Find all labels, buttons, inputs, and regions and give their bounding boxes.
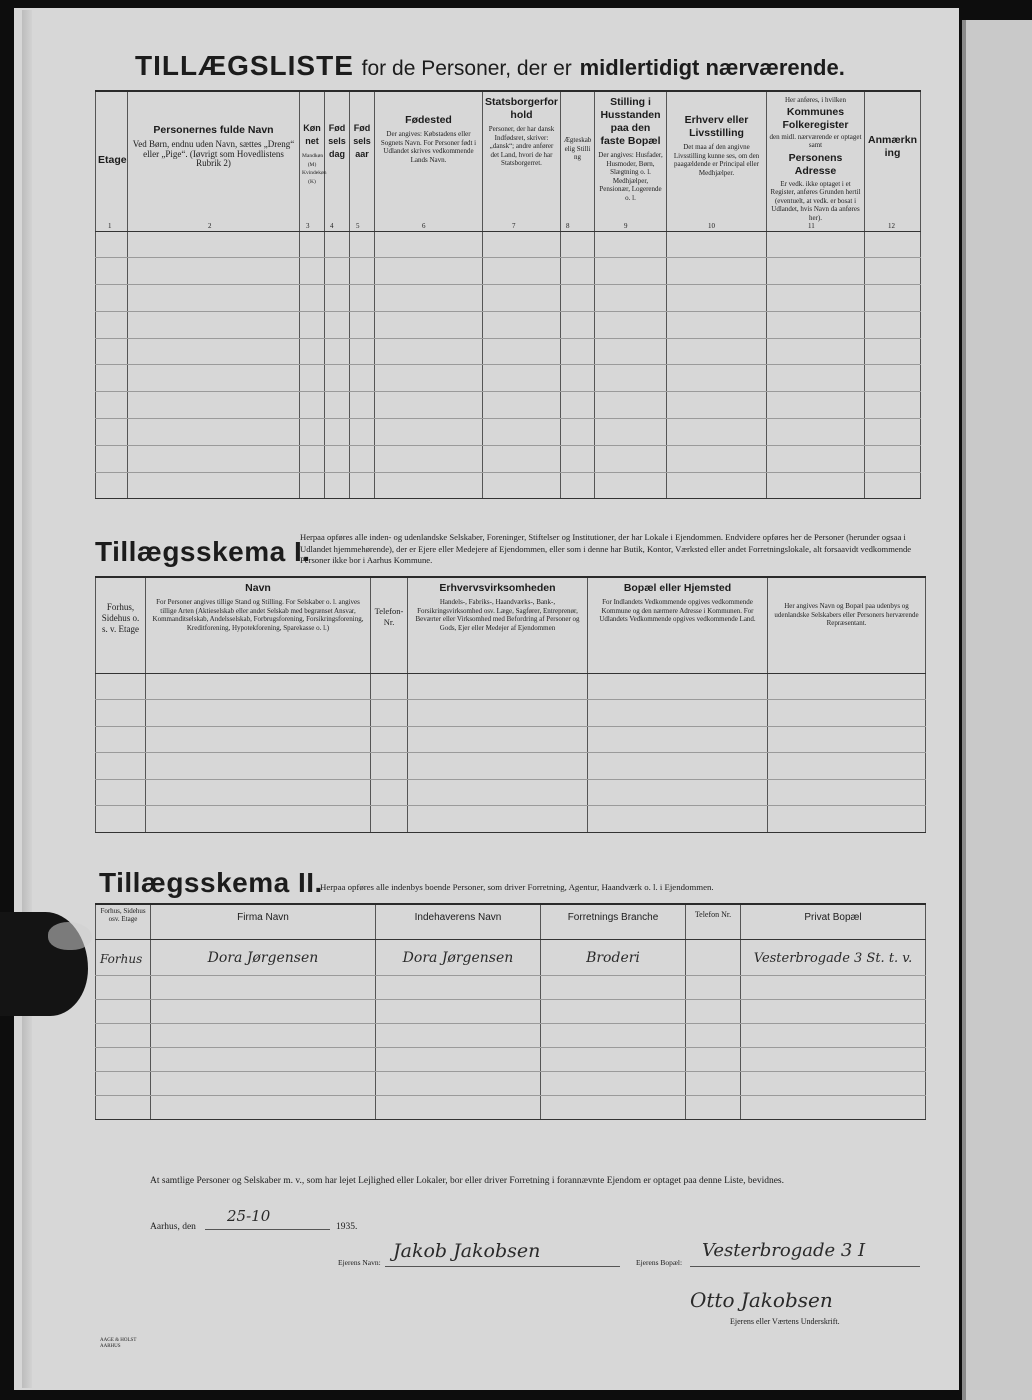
skema1-title: Tillægsskema I. bbox=[95, 536, 311, 567]
s1-blank-cell[interactable] bbox=[146, 673, 371, 700]
s2-blank-cell[interactable] bbox=[741, 1023, 926, 1047]
tl-blank-cell[interactable] bbox=[300, 285, 325, 312]
tl-blank-cell[interactable] bbox=[300, 392, 325, 419]
tl-blank-cell[interactable] bbox=[375, 365, 483, 392]
num-7: 7 bbox=[512, 222, 516, 230]
s1-blank-cell[interactable] bbox=[146, 806, 371, 833]
s1-blank-cell[interactable] bbox=[408, 673, 588, 700]
s2-blank-cell[interactable] bbox=[151, 1047, 376, 1071]
tl-blank-cell[interactable] bbox=[767, 392, 865, 419]
s2-blank-cell[interactable] bbox=[741, 1095, 926, 1119]
tl-blank-cell[interactable] bbox=[128, 338, 300, 365]
owner-name-label: Ejerens Navn: bbox=[338, 1258, 381, 1267]
tl-blank-cell[interactable] bbox=[325, 258, 350, 285]
col-anmaerkning: Anmærkning bbox=[865, 91, 921, 231]
tl-blank-cell[interactable] bbox=[483, 445, 561, 472]
s2-col-telefon: Telefon Nr. bbox=[686, 904, 741, 939]
tl-blank-cell[interactable] bbox=[865, 285, 921, 312]
signature-hand: Otto Jakobsen bbox=[690, 1288, 833, 1312]
tl-blank-cell[interactable] bbox=[865, 338, 921, 365]
tl-blank-cell[interactable] bbox=[483, 231, 561, 258]
s2-blank-cell[interactable] bbox=[541, 1095, 686, 1119]
tl-blank-cell[interactable] bbox=[667, 231, 767, 258]
tl-blank-cell[interactable] bbox=[128, 419, 300, 446]
s2-col-etage: Forhus, Sidehus osv. Etage bbox=[96, 904, 151, 939]
tl-blank-cell[interactable] bbox=[96, 231, 128, 258]
owner-name-hand: Jakob Jakobsen bbox=[393, 1240, 541, 1262]
signature bbox=[690, 1288, 833, 1312]
s1-blank-cell[interactable] bbox=[96, 700, 146, 727]
tl-blank-cell[interactable] bbox=[325, 365, 350, 392]
s2-blank-cell[interactable] bbox=[96, 975, 151, 999]
tl-blank-row bbox=[96, 365, 921, 392]
tl-blank-cell[interactable] bbox=[96, 419, 128, 446]
tl-blank-cell[interactable] bbox=[865, 365, 921, 392]
tl-blank-cell[interactable] bbox=[325, 338, 350, 365]
tl-blank-cell[interactable] bbox=[561, 445, 595, 472]
tl-blank-cell[interactable] bbox=[350, 419, 375, 446]
tl-blank-cell[interactable] bbox=[375, 338, 483, 365]
tl-blank-cell[interactable] bbox=[375, 231, 483, 258]
tl-blank-cell[interactable] bbox=[300, 311, 325, 338]
tl-blank-cell[interactable] bbox=[128, 445, 300, 472]
tl-blank-cell[interactable] bbox=[561, 285, 595, 312]
s1-blank-cell[interactable] bbox=[371, 700, 408, 727]
tl-blank-cell[interactable] bbox=[375, 392, 483, 419]
tl-blank-cell[interactable] bbox=[300, 365, 325, 392]
s2-entry-row bbox=[96, 939, 926, 975]
skema2-table bbox=[95, 903, 926, 1120]
tl-blank-cell[interactable] bbox=[128, 365, 300, 392]
s2-blank-cell[interactable] bbox=[96, 999, 151, 1023]
s2-blank-cell[interactable] bbox=[686, 1023, 741, 1047]
s2-blank-cell[interactable] bbox=[741, 999, 926, 1023]
column-numbers bbox=[100, 222, 920, 232]
col-husstand: Stilling i Husstanden paa den faste Bopæl Der angives: Husfader, Husmoder, Børn, Slægtning o. l. Medhjælper, Pensionær, Logerende o. l. bbox=[595, 91, 667, 231]
s2-blank-row bbox=[96, 975, 926, 999]
s1-blank-cell[interactable] bbox=[371, 726, 408, 753]
s1-blank-cell[interactable] bbox=[408, 700, 588, 727]
tl-blank-row bbox=[96, 311, 921, 338]
tl-blank-cell[interactable] bbox=[96, 311, 128, 338]
tl-blank-cell[interactable] bbox=[595, 258, 667, 285]
tl-blank-cell[interactable] bbox=[483, 285, 561, 312]
owner-address-label: Ejerens Bopæl: bbox=[636, 1258, 683, 1267]
tl-blank-cell[interactable] bbox=[561, 311, 595, 338]
tl-blank-cell[interactable] bbox=[595, 445, 667, 472]
s2-blank-cell[interactable] bbox=[376, 1047, 541, 1071]
tl-blank-cell[interactable] bbox=[300, 338, 325, 365]
tl-blank-cell[interactable] bbox=[350, 258, 375, 285]
s2-blank-cell[interactable] bbox=[741, 1071, 926, 1095]
s1-blank-cell[interactable] bbox=[96, 753, 146, 780]
s2-blank-cell[interactable] bbox=[151, 975, 376, 999]
s1-blank-row bbox=[96, 779, 926, 806]
tl-blank-row bbox=[96, 392, 921, 419]
tl-blank-cell[interactable] bbox=[300, 445, 325, 472]
tl-blank-cell[interactable] bbox=[667, 285, 767, 312]
tl-blank-cell[interactable] bbox=[561, 419, 595, 446]
tl-blank-cell[interactable] bbox=[300, 472, 325, 499]
num-2: 2 bbox=[208, 222, 212, 230]
s1-blank-cell[interactable] bbox=[588, 753, 768, 780]
col-foedested: Fødested Der angives: Købstadens eller Sognets Navn. For Personer født i Udlandet skrives vedkommende Lands Navn. bbox=[375, 91, 483, 231]
tl-blank-cell[interactable] bbox=[595, 365, 667, 392]
date-hand: 25-10 bbox=[227, 1207, 271, 1225]
tl-blank-cell[interactable] bbox=[595, 338, 667, 365]
s2-blank-cell[interactable] bbox=[96, 1023, 151, 1047]
tl-blank-row bbox=[96, 419, 921, 446]
s2-blank-cell[interactable] bbox=[541, 975, 686, 999]
s1-blank-cell[interactable] bbox=[371, 753, 408, 780]
tl-blank-cell[interactable] bbox=[350, 392, 375, 419]
tl-blank-cell[interactable] bbox=[667, 472, 767, 499]
tl-blank-cell[interactable] bbox=[667, 365, 767, 392]
s1-col-erhverv: Erhvervsvirksomheden Handels-, Fabriks-, Haandværks-, Bank-, Forsikringsvirksomhed osv. Læge, Sagfører, Entreprenør, Beværter eller Virksomhed med Befordring af Personer og Gods, Ejer eller Medejer af Ejendommen bbox=[408, 577, 588, 673]
tl-blank-cell[interactable] bbox=[865, 258, 921, 285]
s2-blank-cell[interactable] bbox=[151, 999, 376, 1023]
tl-blank-cell[interactable] bbox=[767, 445, 865, 472]
skema2-title: Tillægsskema II. bbox=[99, 867, 323, 898]
tl-blank-cell[interactable] bbox=[350, 338, 375, 365]
tl-blank-cell[interactable] bbox=[483, 365, 561, 392]
facing-page bbox=[962, 20, 1032, 1400]
col-statsborger: Statsborgerforhold Personer, der har dansk Indfødsret, skriver: „dansk“; andre anfører det Land, hvori de har Statsborgerret. bbox=[483, 91, 561, 231]
tl-blank-cell[interactable] bbox=[561, 231, 595, 258]
s2-blank-cell[interactable] bbox=[151, 1071, 376, 1095]
s1-blank-cell[interactable] bbox=[96, 806, 146, 833]
s2-blank-row bbox=[96, 1023, 926, 1047]
s1-blank-cell[interactable] bbox=[408, 726, 588, 753]
s1-blank-cell[interactable] bbox=[96, 779, 146, 806]
s2-blank-cell[interactable] bbox=[96, 1095, 151, 1119]
num-10: 10 bbox=[708, 222, 715, 230]
tl-blank-cell[interactable] bbox=[595, 472, 667, 499]
s2-col-firma: Firma Navn bbox=[151, 904, 376, 939]
footer-place: Aarhus, den bbox=[150, 1222, 196, 1232]
tl-blank-cell[interactable] bbox=[865, 472, 921, 499]
tl-blank-cell[interactable] bbox=[865, 392, 921, 419]
tillaegsliste-table bbox=[95, 90, 921, 499]
s1-col-bopael: Bopæl eller Hjemsted For Indlandets Vedkommende opgives vedkommende Kommune og den nærmere Adresse i Kommunen. For Udlandets Vedkommende opgives vedkommende Land. bbox=[588, 577, 768, 673]
tl-blank-cell[interactable] bbox=[667, 445, 767, 472]
title-mid: for de Personer, der er bbox=[361, 57, 572, 80]
tl-blank-cell[interactable] bbox=[96, 365, 128, 392]
s2-col-branche: Forretnings Branche bbox=[541, 904, 686, 939]
tl-blank-cell[interactable] bbox=[325, 472, 350, 499]
s2-blank-cell[interactable] bbox=[741, 975, 926, 999]
skema1-table bbox=[95, 576, 926, 833]
col-aegteskab: Ægteskabelig Stilling bbox=[561, 91, 595, 231]
s2-blank-cell[interactable] bbox=[541, 999, 686, 1023]
title-end: midlertidigt nærværende. bbox=[579, 55, 845, 80]
s1-blank-cell[interactable] bbox=[588, 700, 768, 727]
s2-blank-cell[interactable] bbox=[686, 1047, 741, 1071]
s2-blank-cell[interactable] bbox=[686, 1095, 741, 1119]
s1-blank-cell[interactable] bbox=[96, 673, 146, 700]
tl-blank-cell[interactable] bbox=[325, 311, 350, 338]
tl-blank-cell[interactable] bbox=[300, 258, 325, 285]
s2-blank-cell[interactable] bbox=[541, 1047, 686, 1071]
tl-blank-cell[interactable] bbox=[865, 419, 921, 446]
signature-label: Ejerens eller Værtens Underskrift. bbox=[730, 1317, 840, 1326]
s2-blank-cell[interactable] bbox=[686, 999, 741, 1023]
tl-blank-cell[interactable] bbox=[561, 472, 595, 499]
col-foedselsdag: Fødselsdag bbox=[325, 91, 350, 231]
tl-blank-cell[interactable] bbox=[300, 231, 325, 258]
tl-blank-cell[interactable] bbox=[128, 472, 300, 499]
tl-blank-cell[interactable] bbox=[767, 311, 865, 338]
tl-blank-cell[interactable] bbox=[375, 258, 483, 285]
tl-blank-cell[interactable] bbox=[595, 231, 667, 258]
tl-blank-cell[interactable] bbox=[595, 419, 667, 446]
tl-blank-cell[interactable] bbox=[865, 445, 921, 472]
thumb-nail bbox=[48, 922, 92, 950]
s1-col-telefon: Telefon-Nr. bbox=[371, 577, 408, 673]
s2-entry-branche: Broderi bbox=[586, 949, 640, 966]
tl-blank-cell[interactable] bbox=[128, 285, 300, 312]
num-4: 4 bbox=[330, 222, 334, 230]
s1-blank-cell[interactable] bbox=[588, 673, 768, 700]
tl-blank-cell[interactable] bbox=[325, 445, 350, 472]
s1-blank-row bbox=[96, 673, 926, 700]
tl-blank-cell[interactable] bbox=[767, 419, 865, 446]
owner-name-line bbox=[385, 1240, 620, 1267]
s2-blank-row bbox=[96, 1095, 926, 1119]
s2-blank-cell[interactable] bbox=[541, 1023, 686, 1047]
s2-blank-row bbox=[96, 1071, 926, 1095]
s2-col-indehaver: Indehaverens Navn bbox=[376, 904, 541, 939]
s1-blank-cell[interactable] bbox=[146, 700, 371, 727]
tl-blank-cell[interactable] bbox=[667, 392, 767, 419]
s1-blank-row bbox=[96, 726, 926, 753]
s2-blank-cell[interactable] bbox=[376, 999, 541, 1023]
tl-blank-cell[interactable] bbox=[767, 472, 865, 499]
skema1-intro: Herpaa opføres alle inden- og udenlandske Selskaber, Foreninger, Stiftelser og Institutioner, der har Lokale i Ejendommen. Endvidere opføres her de Personer (herunder ogsaa i Udlandet hjemmehørende), der er Ejere eller Medejere af Ejendommen, eller som i denne har Butik, Kontor, Værksted eller andet Forretningslokale, alt forsaavidt vedkommende Personer ikke bor i Aarhus Kommune. bbox=[300, 532, 912, 565]
tl-blank-cell[interactable] bbox=[865, 231, 921, 258]
tl-blank-cell[interactable] bbox=[325, 231, 350, 258]
tl-blank-cell[interactable] bbox=[128, 311, 300, 338]
tl-blank-cell[interactable] bbox=[96, 258, 128, 285]
s2-blank-cell[interactable] bbox=[96, 1071, 151, 1095]
s2-blank-cell[interactable] bbox=[741, 1047, 926, 1071]
tl-blank-cell[interactable] bbox=[128, 258, 300, 285]
s2-col-bopael: Privat Bopæl bbox=[741, 904, 926, 939]
tl-blank-cell[interactable] bbox=[96, 285, 128, 312]
s1-blank-cell[interactable] bbox=[371, 779, 408, 806]
tl-blank-cell[interactable] bbox=[483, 472, 561, 499]
tl-blank-cell[interactable] bbox=[561, 338, 595, 365]
title-bold: TILLÆGSLISTE bbox=[135, 50, 354, 81]
tl-blank-cell[interactable] bbox=[350, 365, 375, 392]
page-edge bbox=[22, 10, 32, 1388]
tl-blank-cell[interactable] bbox=[300, 419, 325, 446]
tl-blank-cell[interactable] bbox=[767, 365, 865, 392]
tl-blank-cell[interactable] bbox=[667, 338, 767, 365]
col-erhverv: Erhverv eller Livsstilling Det maa af den angivne Livsstilling kunne ses, om den paagældende er Principal eller Medhjælper. bbox=[667, 91, 767, 231]
s1-blank-cell[interactable] bbox=[768, 806, 926, 833]
s2-blank-cell[interactable] bbox=[376, 1023, 541, 1047]
s1-blank-cell[interactable] bbox=[768, 726, 926, 753]
s2-entry-etage: Forhus bbox=[100, 951, 143, 966]
s1-blank-row bbox=[96, 753, 926, 780]
tl-blank-cell[interactable] bbox=[667, 311, 767, 338]
tl-blank-cell[interactable] bbox=[350, 445, 375, 472]
col-etage: Etage bbox=[96, 91, 128, 231]
s2-blank-cell[interactable] bbox=[541, 1071, 686, 1095]
s2-blank-cell[interactable] bbox=[96, 1047, 151, 1071]
s2-blank-cell[interactable] bbox=[376, 1071, 541, 1095]
tl-blank-cell[interactable] bbox=[375, 285, 483, 312]
s2-blank-row bbox=[96, 1047, 926, 1071]
tl-blank-row bbox=[96, 445, 921, 472]
s1-blank-cell[interactable] bbox=[146, 753, 371, 780]
tl-blank-cell[interactable] bbox=[767, 338, 865, 365]
tl-blank-cell[interactable] bbox=[865, 311, 921, 338]
s1-blank-cell[interactable] bbox=[588, 779, 768, 806]
col-adresse: Her anføres, i hvilken Kommunes Folkeregister den midl. nærværende er optaget samt Personens Adresse Er vedk. ikke optaget i et Register, anføres Grunden hertil (eventuelt, at vedk. er bosat i Udlandet, hvis Navn da anføres her). bbox=[767, 91, 865, 231]
s1-blank-cell[interactable] bbox=[146, 779, 371, 806]
s2-blank-cell[interactable] bbox=[686, 975, 741, 999]
col-koennet: Kønnet Mandkøn (M) Kvindekøn (K) bbox=[300, 91, 325, 231]
tl-blank-cell[interactable] bbox=[483, 311, 561, 338]
col-navn: Personernes fulde Navn Ved Børn, endnu uden Navn, sættes „Dreng“ eller „Pige“. (Iøvrigt som Hovedlistens Rubrik 2) bbox=[128, 91, 300, 231]
s1-blank-row bbox=[96, 806, 926, 833]
tl-blank-cell[interactable] bbox=[561, 392, 595, 419]
tl-blank-row bbox=[96, 285, 921, 312]
s1-blank-cell[interactable] bbox=[146, 726, 371, 753]
s2-entry-indehaver: Dora Jørgensen bbox=[402, 949, 514, 966]
s2-entry-bopael: Vesterbrogade 3 St. t. v. bbox=[753, 950, 913, 966]
col-foedselsaar: Fødselsaar bbox=[350, 91, 375, 231]
num-9: 9 bbox=[624, 222, 628, 230]
num-12: 12 bbox=[888, 222, 895, 230]
footer-statement: At samtlige Personer og Selskaber m. v., som har lejet Lejlighed eller Lokaler, bor eller driver Forretning i forannævnte Ejendom er optaget paa denne Liste, bevidnes. bbox=[150, 1176, 784, 1186]
tl-blank-cell[interactable] bbox=[483, 258, 561, 285]
s2-blank-cell[interactable] bbox=[376, 975, 541, 999]
printer-mark: AAGE & HOLST AARHUS bbox=[100, 1338, 137, 1349]
s2-blank-cell[interactable] bbox=[151, 1023, 376, 1047]
date-line bbox=[205, 1209, 330, 1230]
s1-blank-cell[interactable] bbox=[408, 779, 588, 806]
num-5: 5 bbox=[356, 222, 360, 230]
s1-blank-cell[interactable] bbox=[768, 673, 926, 700]
tl-blank-cell[interactable] bbox=[595, 392, 667, 419]
tl-blank-cell[interactable] bbox=[350, 231, 375, 258]
tl-blank-cell[interactable] bbox=[767, 258, 865, 285]
tl-blank-cell[interactable] bbox=[375, 445, 483, 472]
owner-address-hand: Vesterbrogade 3 I bbox=[702, 1240, 866, 1261]
num-6: 6 bbox=[422, 222, 426, 230]
tl-blank-row bbox=[96, 231, 921, 258]
s1-blank-cell[interactable] bbox=[768, 779, 926, 806]
tl-blank-cell[interactable] bbox=[483, 338, 561, 365]
tl-blank-cell[interactable] bbox=[595, 311, 667, 338]
tl-blank-cell[interactable] bbox=[561, 258, 595, 285]
s1-col-repr: Her angives Navn og Bopæl paa udenbys og udenlandske Selskabers eller Personers herværende Repræsentant. bbox=[768, 577, 926, 673]
num-1: 1 bbox=[108, 222, 112, 230]
tl-blank-row bbox=[96, 472, 921, 499]
tl-blank-cell[interactable] bbox=[561, 365, 595, 392]
tl-blank-cell[interactable] bbox=[595, 285, 667, 312]
s1-blank-cell[interactable] bbox=[96, 726, 146, 753]
tl-blank-cell[interactable] bbox=[325, 419, 350, 446]
s1-blank-cell[interactable] bbox=[371, 806, 408, 833]
tl-blank-row bbox=[96, 258, 921, 285]
tl-blank-cell[interactable] bbox=[767, 231, 865, 258]
tl-blank-cell[interactable] bbox=[667, 419, 767, 446]
s1-col-etage: Forhus, Sidehus o. s. v. Etage bbox=[96, 577, 146, 673]
s1-blank-row bbox=[96, 700, 926, 727]
tl-blank-cell[interactable] bbox=[767, 285, 865, 312]
s2-blank-cell[interactable] bbox=[376, 1095, 541, 1119]
s2-blank-row bbox=[96, 999, 926, 1023]
tl-blank-cell[interactable] bbox=[128, 392, 300, 419]
num-8: 8 bbox=[566, 222, 570, 230]
tl-blank-cell[interactable] bbox=[483, 419, 561, 446]
tillaegsliste-title bbox=[135, 50, 845, 82]
footer-year: 1935. bbox=[336, 1222, 358, 1232]
tl-blank-cell[interactable] bbox=[325, 392, 350, 419]
tl-blank-cell[interactable] bbox=[375, 419, 483, 446]
tl-blank-cell[interactable] bbox=[96, 472, 128, 499]
s2-blank-cell[interactable] bbox=[686, 1071, 741, 1095]
s1-col-navn: Navn For Personer angives tillige Stand og Stilling. For Selskaber o. l. angives tillige Arten (Aktieselskab eller andet Selskab med begrænset Ansvar, Kommanditselskab, Andelsselskab, Forbrugsforening, Forsikringsforening, Kreditforening, Hypotekforening, Sparekasse o. l.) bbox=[146, 577, 371, 673]
s2-entry-firma: Dora Jørgensen bbox=[207, 949, 319, 966]
tl-blank-cell[interactable] bbox=[128, 231, 300, 258]
s2-blank-cell[interactable] bbox=[151, 1095, 376, 1119]
tl-blank-cell[interactable] bbox=[375, 472, 483, 499]
tl-blank-cell[interactable] bbox=[350, 285, 375, 312]
tl-blank-cell[interactable] bbox=[350, 472, 375, 499]
s1-blank-cell[interactable] bbox=[408, 806, 588, 833]
owner-address-line bbox=[690, 1240, 920, 1267]
tl-blank-cell[interactable] bbox=[483, 392, 561, 419]
s1-blank-cell[interactable] bbox=[768, 700, 926, 727]
tl-blank-cell[interactable] bbox=[96, 392, 128, 419]
s1-blank-cell[interactable] bbox=[588, 806, 768, 833]
num-3: 3 bbox=[306, 222, 310, 230]
tl-blank-cell[interactable] bbox=[96, 338, 128, 365]
tl-blank-cell[interactable] bbox=[667, 258, 767, 285]
s1-blank-cell[interactable] bbox=[588, 726, 768, 753]
s1-blank-cell[interactable] bbox=[768, 753, 926, 780]
tl-blank-cell[interactable] bbox=[375, 311, 483, 338]
tl-blank-cell[interactable] bbox=[350, 311, 375, 338]
tl-blank-cell[interactable] bbox=[96, 445, 128, 472]
s1-blank-cell[interactable] bbox=[408, 753, 588, 780]
num-11: 11 bbox=[808, 222, 815, 230]
skema2-intro: Herpaa opføres alle indenbys boende Personer, som driver Forretning, Agentur, Haandværk o. l. i Ejendommen. bbox=[320, 882, 714, 892]
tl-blank-cell[interactable] bbox=[325, 285, 350, 312]
tl-blank-row bbox=[96, 338, 921, 365]
s1-blank-cell[interactable] bbox=[371, 673, 408, 700]
